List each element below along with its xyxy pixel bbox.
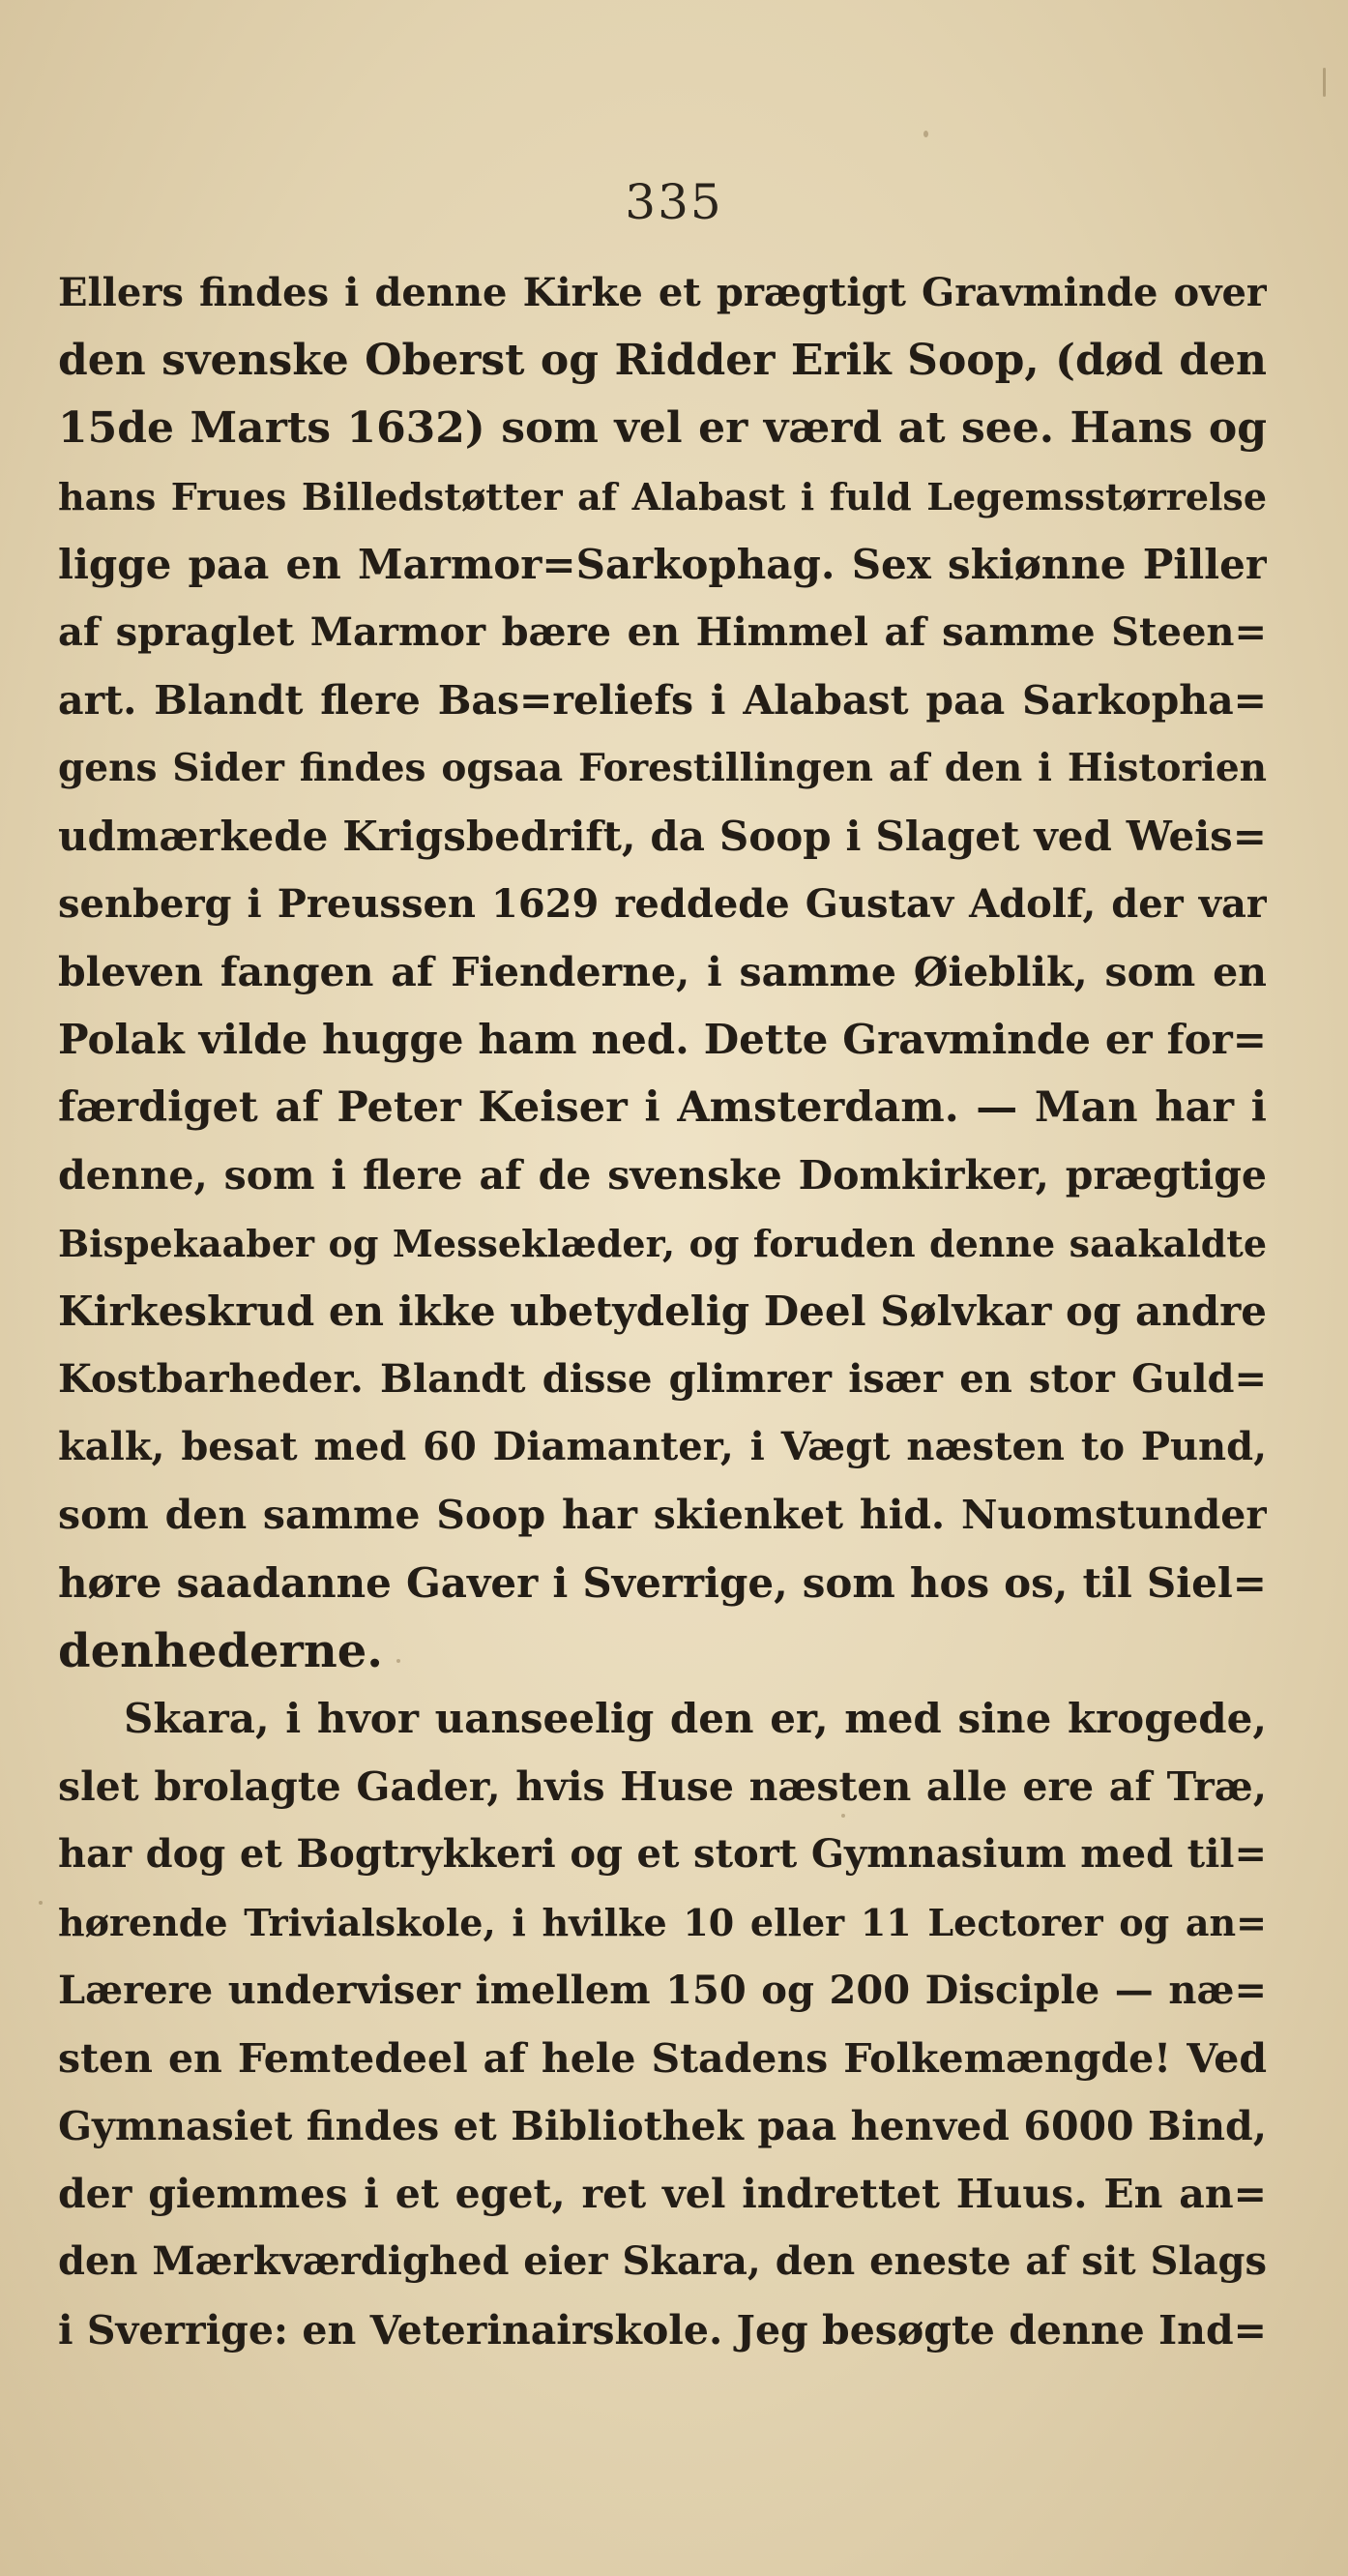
body-text bbox=[58, 259, 1267, 2364]
text-line: bleven fangen af Fienderne, i samme Øieblik, som en bbox=[58, 948, 1267, 995]
text-line: kalk, besat med 60 Diamanter, i Vægt næsten to Pund, bbox=[58, 1424, 1267, 1470]
text-line: i Sverrige: en Veterinairskole. Jeg besøgte denne Ind= bbox=[58, 2306, 1267, 2354]
paragraph-start-line: Skara, i hvor uanseelig den er, med sine krogede, bbox=[124, 1694, 1267, 1742]
text-line: hørende Trivialskole, i hvilke 10 eller 11 Lectorer og an= bbox=[58, 1900, 1267, 1944]
text-line: Polak vilde hugge ham ned. Dette Gravminde er for= bbox=[58, 1016, 1267, 1064]
text-line: denhederne. bbox=[58, 1623, 383, 1678]
text-line: Ellers findes i denne Kirke et prægtigt Gravminde over bbox=[58, 270, 1267, 315]
text-line: den Mærkværdighed eier Skara, den eneste af sit Slags bbox=[58, 2238, 1267, 2285]
text-line: den svenske Oberst og Ridder Erik Soop, (død den bbox=[58, 336, 1267, 386]
text-line: udmærkede Krigsbedrift, da Soop i Slaget ved Weis= bbox=[58, 812, 1267, 860]
text-line: Bispekaaber og Messeklæder, og foruden denne saakaldte bbox=[58, 1221, 1267, 1265]
text-line: senberg i Preussen 1629 reddede Gustav Adolf, der var bbox=[58, 880, 1267, 927]
text-line: slet brolagte Gader, hvis Huse næsten alle ere af Træ, bbox=[58, 1763, 1267, 1811]
text-line: 15de Marts 1632) som vel er værd at see. Hans og bbox=[58, 403, 1267, 454]
text-line: som den samme Soop har skienket hid. Nuomstunder bbox=[58, 1492, 1267, 1539]
paper-speck bbox=[923, 131, 928, 137]
text-line: sten en Femtedeel af hele Stadens Folkemængde! Ved bbox=[58, 2034, 1267, 2082]
text-line: denne, som i flere af de svenske Domkirker, prægtige bbox=[58, 1152, 1267, 1199]
text-line: Kirkeskrud en ikke ubetydelig Deel Sølvkar og andre bbox=[58, 1287, 1267, 1335]
text-line: hans Frues Billedstøtter af Alabast i fuld Legemsstørrelse bbox=[58, 474, 1267, 518]
text-line: art. Blandt flere Bas=reliefs i Alabast paa Sarkopha= bbox=[58, 677, 1267, 725]
text-line: færdiget af Peter Keiser i Amsterdam. — Man har i bbox=[58, 1083, 1267, 1133]
paper-speck bbox=[1323, 68, 1326, 97]
text-line: ligge paa en Marmor=Sarkophag. Sex skiønne Piller bbox=[58, 540, 1267, 588]
text-line: gens Sider findes ogsaa Forestillingen af den i Historien bbox=[58, 746, 1267, 791]
text-line: Kostbarheder. Blandt disse glimrer især en stor Guld= bbox=[58, 1356, 1267, 1402]
text-line: har dog et Bogtrykkeri og et stort Gymnasium med til= bbox=[58, 1831, 1267, 1878]
page-number: 335 bbox=[625, 174, 723, 230]
text-line: Gymnasiet findes et Bibliothek paa henved 6000 Bind, bbox=[58, 2103, 1267, 2150]
text-line: af spraglet Marmor bære en Himmel af samme Steen= bbox=[58, 608, 1267, 655]
text-line: der giemmes i et eget, ret vel indrettet Huus. En an= bbox=[58, 2171, 1267, 2218]
paper-speck bbox=[39, 1901, 43, 1905]
text-line: høre saadanne Gaver i Sverrige, som hos os, til Siel= bbox=[58, 1558, 1267, 1607]
text-line: Lærere underviser imellem 150 og 200 Disciple — næ= bbox=[58, 1967, 1267, 2013]
